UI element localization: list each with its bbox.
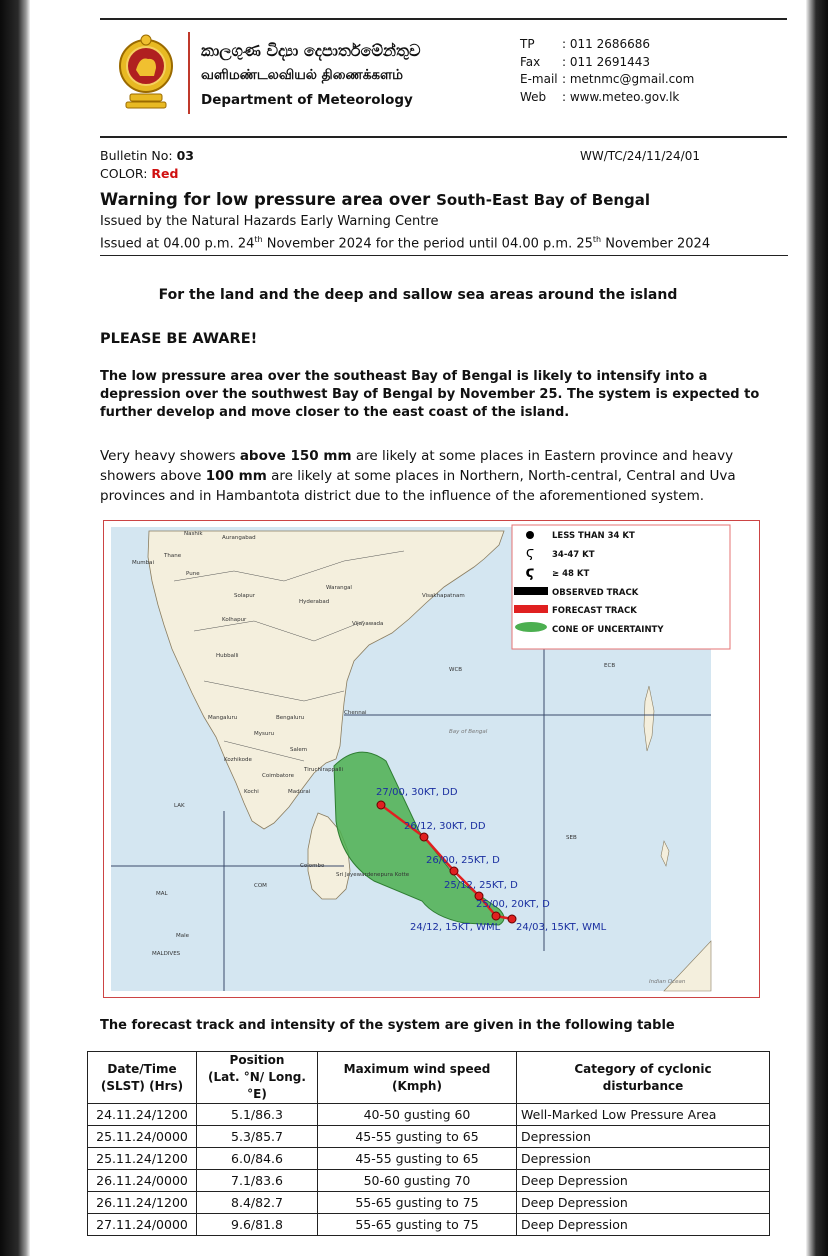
column-header-position: Position (Lat. °N/ Long. °E) [197, 1052, 318, 1104]
bulletin-number-label: Bulletin No: [100, 148, 177, 163]
place-label: Indian Ocean [649, 979, 686, 985]
contact-value: : 011 2691443 [562, 54, 651, 69]
place-label: Hubballi [216, 653, 239, 659]
legend-label: 34-47 KT [552, 550, 595, 560]
scan-edge-right [806, 0, 828, 1256]
para-bold: above 150 mm [239, 448, 352, 464]
place-label: Mysuru [254, 731, 275, 737]
table-row [88, 1170, 770, 1192]
track-point [420, 833, 428, 841]
legend-cone-swatch [515, 622, 547, 632]
warning-color: Red [151, 166, 179, 181]
org-name-english: Department of Meteorology [201, 92, 413, 108]
cell-position: 5.1/86.3 [197, 1104, 318, 1126]
place-label: Mangaluru [208, 715, 238, 721]
track-map-svg [104, 521, 759, 997]
legend-symbol-severe: ϛ [525, 563, 535, 581]
warning-title [100, 190, 650, 209]
issued-at-sup: th [254, 235, 263, 244]
legend-label: ≥ 48 KT [552, 569, 590, 579]
bulletin-number: 03 [176, 148, 194, 163]
cell-position: 8.4/82.7 [197, 1192, 318, 1214]
track-point [377, 801, 385, 809]
table-caption: The forecast track and intensity of the system are given in the following table [100, 1018, 675, 1033]
header-divider [188, 32, 190, 114]
issued-at-part: November 2024 [601, 236, 711, 252]
org-name-sinhala: කාලගුණ විද්‍යා දෙපාර්තමේන්තුව [201, 41, 421, 60]
place-label: Coimbatore [262, 773, 294, 779]
contact-value: : www.meteo.gov.lk [562, 89, 680, 104]
contact-value: : 011 2686686 [562, 37, 651, 51]
issued-info [100, 213, 788, 256]
contact-block [520, 36, 694, 106]
please-be-aware: PLEASE BE AWARE! [100, 331, 258, 347]
track-label: 25/00, 20KT, D [476, 899, 550, 910]
cell-position: 6.0/84.6 [197, 1148, 318, 1170]
column-header-category: Category of cyclonic disturbance [517, 1052, 770, 1104]
table-row [88, 1126, 770, 1148]
cell-category: Deep Depression [517, 1192, 770, 1214]
track-label: 24/03, 15KT, WML [516, 922, 607, 933]
cell-category: Depression [517, 1126, 770, 1148]
legend-observed-swatch [514, 587, 548, 595]
para-text: are likely at some places in Eastern province and heavy showers above [100, 448, 734, 484]
contact-key: Web [520, 89, 547, 104]
track-point [508, 915, 516, 923]
column-header-datetime: Date/Time (SLST) (Hrs) [88, 1052, 197, 1104]
cell-category: Deep Depression [517, 1170, 770, 1192]
cell-datetime: 26.11.24/0000 [88, 1170, 197, 1192]
place-label: Madurai [288, 789, 311, 795]
bulletin-info [100, 147, 194, 183]
cell-category: Depression [517, 1148, 770, 1170]
place-label: Kochi [244, 789, 259, 795]
organization-name [201, 38, 420, 113]
color-label: COLOR: [100, 166, 152, 181]
place-label: MALDIVES [152, 951, 181, 957]
para-text: are likely at some places in Northern, North-central, Central and Uva provinces and in Hambantota district due to the influence of the aforementioned system. [100, 468, 736, 504]
place-label: ECB [604, 663, 616, 669]
title-main: Warning for low pressure area over [100, 190, 437, 209]
cell-wind: 50-60 gusting 70 [318, 1170, 517, 1192]
place-label: Hyderabad [299, 599, 330, 605]
cell-datetime: 27.11.24/0000 [88, 1214, 197, 1236]
issued-by: Issued by the Natural Hazards Early Warning Centre [100, 214, 439, 229]
track-label: 24/12, 15KT, WML [410, 922, 501, 933]
place-label: Nashik [184, 531, 203, 537]
issued-at-part: Issued at 04.00 p.m. 24 [100, 236, 255, 252]
place-label: Colombo [300, 863, 325, 869]
place-label: Sri Jayewardenepura Kotte [336, 872, 410, 878]
track-label: 26/12, 30KT, DD [404, 821, 486, 832]
track-label: 25/12, 25KT, D [444, 880, 518, 891]
issued-at-part: November 2024 for the period until 04.00 p.m. 25 [262, 236, 593, 252]
place-label: Solapur [234, 593, 255, 599]
legend-label: FORECAST TRACK [552, 606, 637, 616]
place-label: Chennai [344, 710, 367, 716]
cell-datetime: 25.11.24/0000 [88, 1126, 197, 1148]
table-header-row [88, 1052, 770, 1104]
cell-wind: 45-55 gusting to 65 [318, 1148, 517, 1170]
bulletin-reference: WW/TC/24/11/24/01 [579, 149, 700, 163]
place-label: Vijayawada [352, 621, 384, 627]
place-label: Aurangabad [222, 535, 256, 541]
cell-datetime: 25.11.24/1200 [88, 1148, 197, 1170]
scan-edge-left [0, 0, 30, 1256]
place-label: Kozhikode [224, 757, 252, 763]
place-label: Tiruchirappalli [304, 767, 344, 773]
forecast-table [87, 1051, 770, 1236]
table-row [88, 1214, 770, 1236]
org-name-tamil: வளிமண்டலவியல் திணைக்களம் [201, 67, 404, 83]
place-label: Bay of Bengal [449, 729, 488, 735]
place-label: Warangal [326, 585, 352, 591]
letterhead [100, 18, 787, 138]
contact-key: E-mail [520, 72, 558, 86]
issued-at [100, 231, 788, 253]
legend-label: OBSERVED TRACK [552, 588, 639, 598]
place-label: Salem [290, 747, 308, 753]
cell-datetime: 24.11.24/1200 [88, 1104, 197, 1126]
title-region: South-East Bay of Bengal [436, 191, 651, 209]
summary-paragraph: The low pressure area over the southeast Bay of Bengal is likely to intensify into a depression over the southwest Bay of Bengal by November 25. The system is expected to further develop and move closer to the east coast of the island. [100, 369, 760, 420]
track-point [450, 867, 458, 875]
contact-key: Fax [520, 54, 541, 69]
place-label: WCB [449, 667, 463, 673]
contact-value: : metnmc@gmail.com [562, 72, 695, 86]
place-label: Bengaluru [276, 715, 305, 721]
track-label: 27/00, 30KT, DD [376, 787, 458, 798]
scope-heading: For the land and the deep and sallow sea areas around the island [158, 287, 678, 303]
cell-wind: 55-65 gusting to 75 [318, 1214, 517, 1236]
para-text: Very heavy showers [100, 448, 240, 464]
column-header-wind: Maximum wind speed (Kmph) [318, 1052, 517, 1104]
cell-position: 7.1/83.6 [197, 1170, 318, 1192]
place-label: MAL [156, 891, 168, 897]
table-row [88, 1192, 770, 1214]
cell-wind: 40-50 gusting 60 [318, 1104, 517, 1126]
place-label: Pune [186, 571, 200, 577]
legend-forecast-swatch [514, 605, 548, 613]
rainfall-paragraph [100, 446, 760, 506]
cell-category: Well-Marked Low Pressure Area [517, 1104, 770, 1126]
contact-key: TP [520, 37, 535, 51]
cell-wind: 55-65 gusting to 75 [318, 1192, 517, 1214]
place-label: COM [254, 883, 267, 889]
document-page [30, 0, 806, 1256]
legend-symbol-storm: ϛ [525, 545, 535, 561]
place-label: Thane [164, 553, 182, 559]
track-point [492, 912, 500, 920]
para-bold: 100 mm [205, 468, 267, 484]
cell-datetime: 26.11.24/1200 [88, 1192, 197, 1214]
legend-label: CONE OF UNCERTAINTY [552, 625, 664, 635]
place-label: Mumbai [132, 560, 154, 566]
place-label: Visakhapatnam [422, 593, 465, 599]
place-label: Male [176, 933, 190, 939]
place-label: SEB [566, 835, 577, 841]
track-label: 26/00, 25KT, D [426, 855, 500, 866]
table-row [88, 1148, 770, 1170]
legend-label: LESS THAN 34 KT [552, 531, 635, 541]
cyclone-track-map [103, 520, 760, 998]
legend-symbol-low [526, 531, 534, 539]
table-row [88, 1104, 770, 1126]
cell-wind: 45-55 gusting to 65 [318, 1126, 517, 1148]
place-label: Kolhapur [222, 617, 247, 623]
map-legend [512, 525, 730, 649]
place-label: LAK [174, 803, 185, 809]
issued-at-sup: th [592, 235, 602, 244]
sri-lanka-emblem-icon [116, 32, 176, 112]
cell-category: Deep Depression [517, 1214, 770, 1236]
cell-position: 9.6/81.8 [197, 1214, 318, 1236]
cell-position: 5.3/85.7 [197, 1126, 318, 1148]
